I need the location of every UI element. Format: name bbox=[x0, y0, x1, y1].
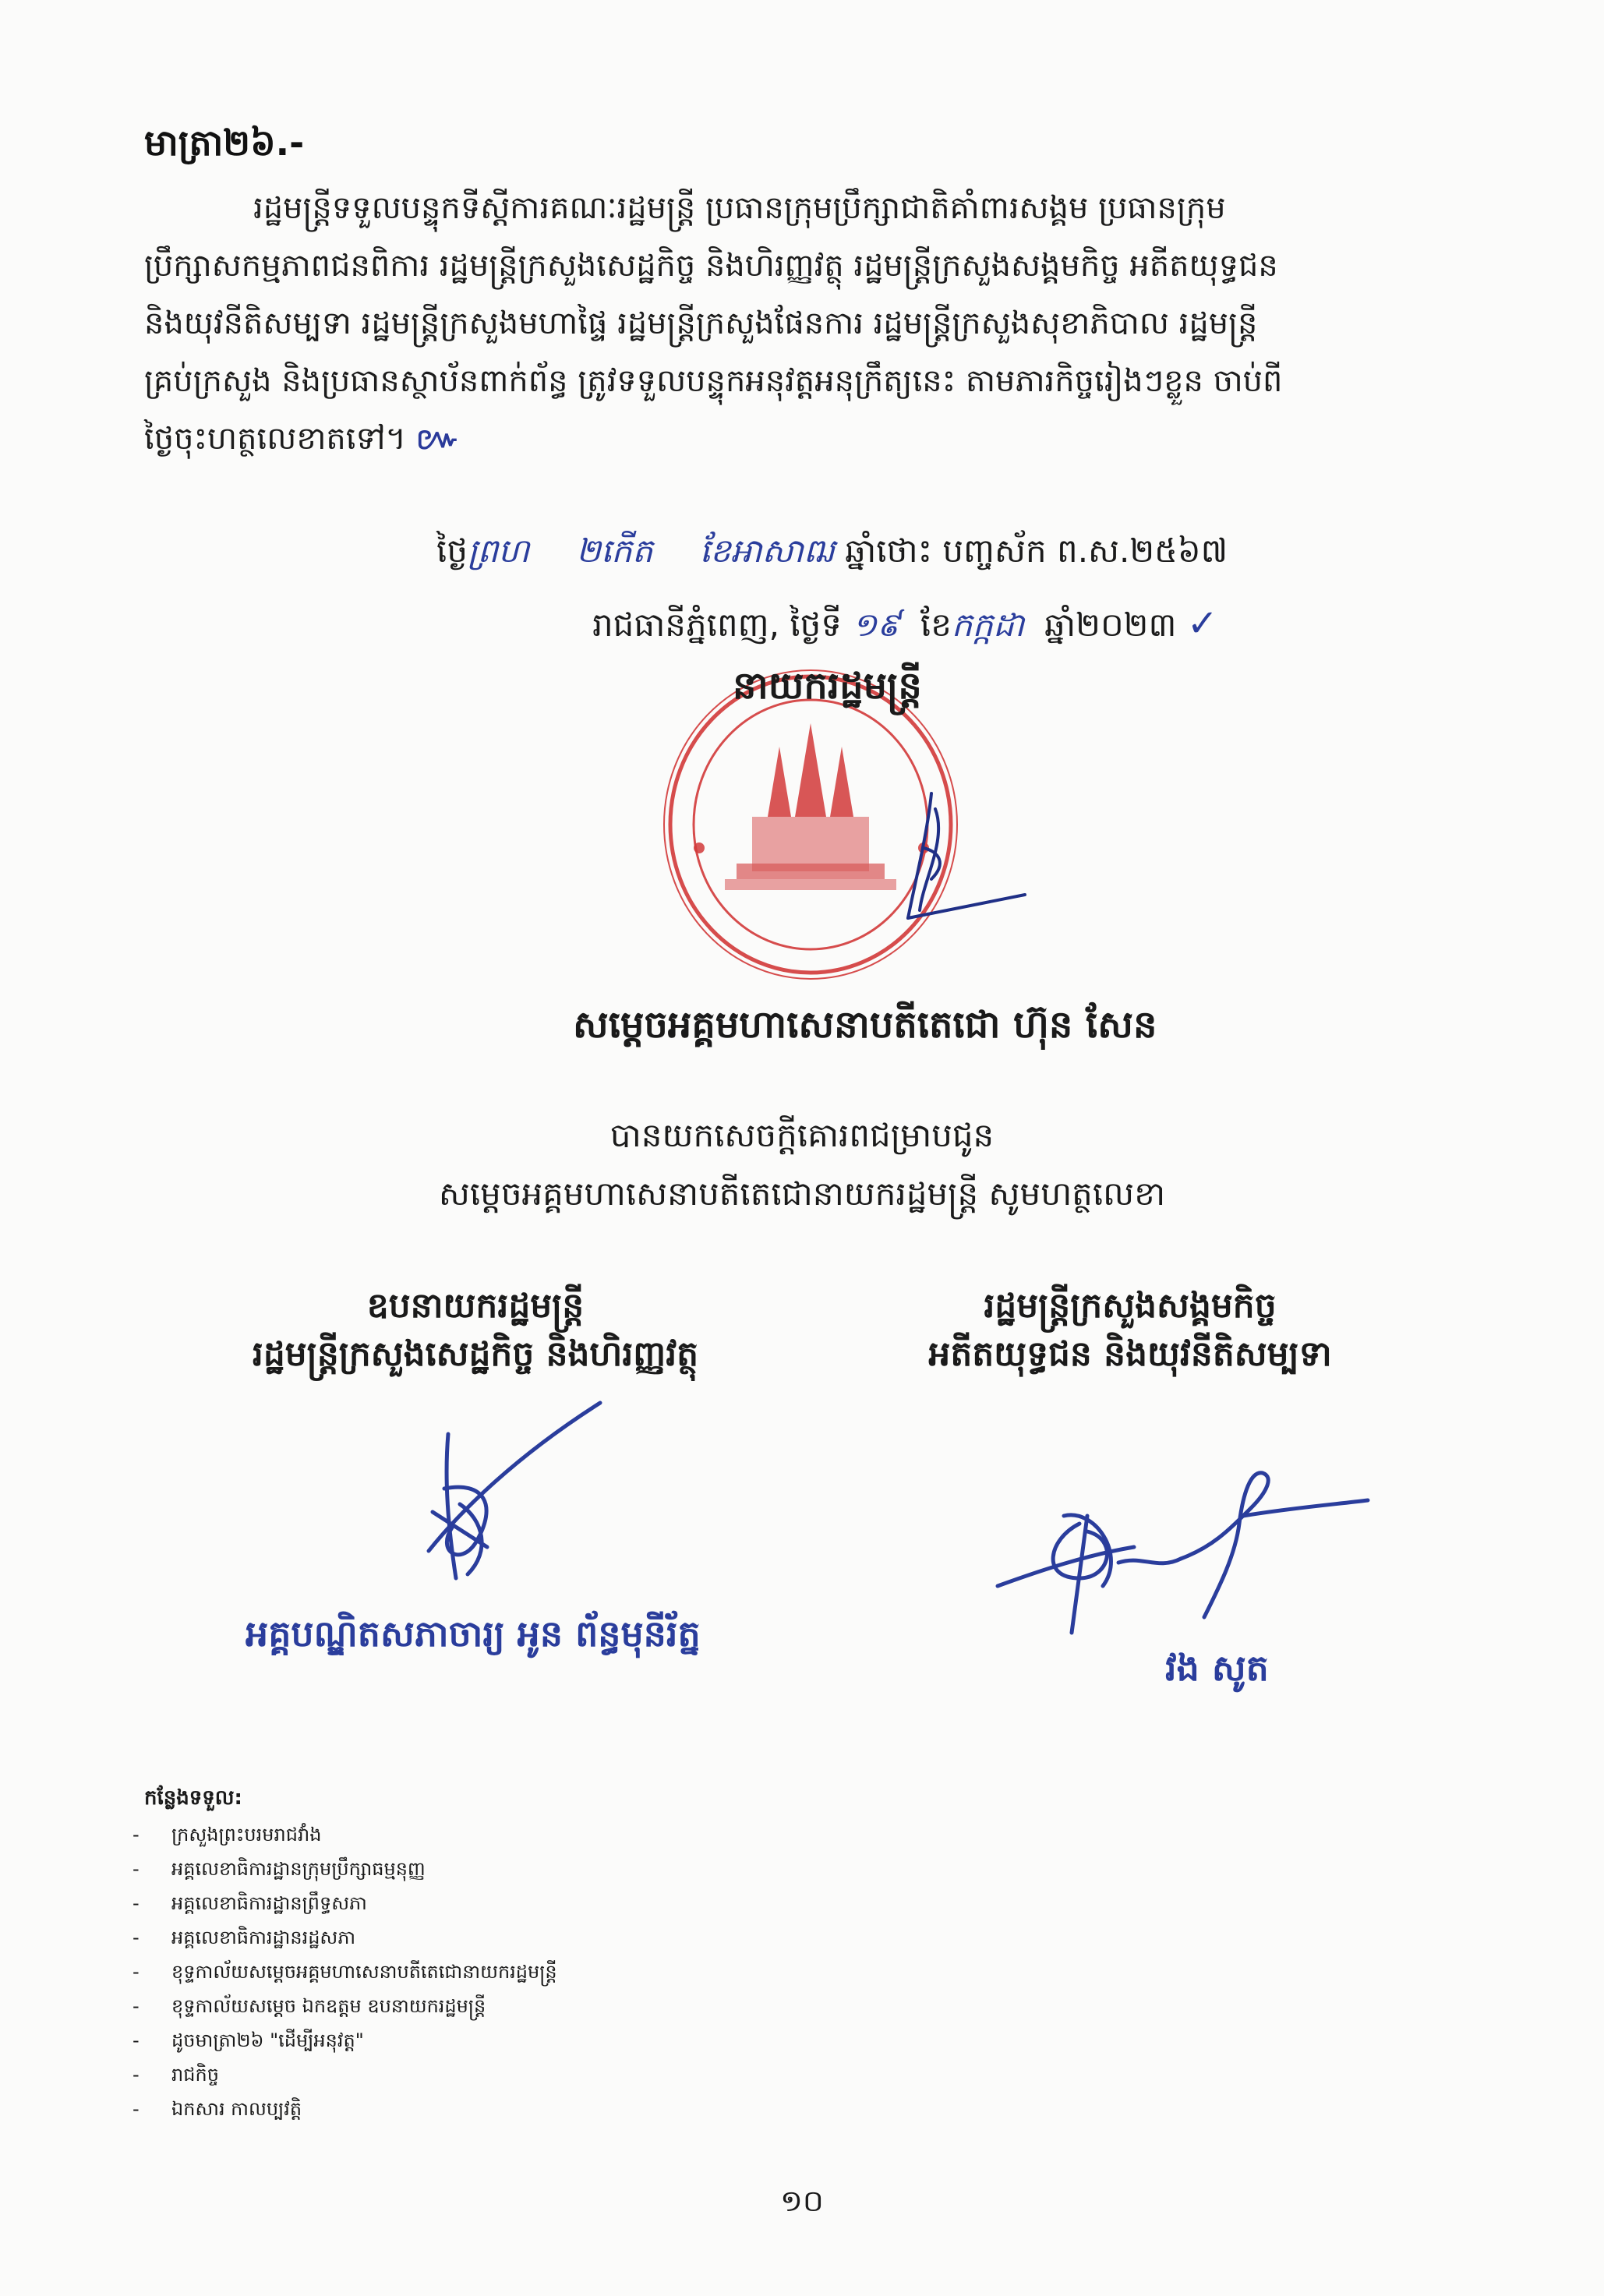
lunar-year: ឆ្នាំថោះ បញ្ចស័ក ព.ស.២៥៦៧ bbox=[845, 532, 1228, 570]
article-paragraph bbox=[144, 179, 1383, 468]
list-item bbox=[132, 2092, 557, 2126]
lunar-date-handwritten: ២កើត bbox=[576, 532, 653, 570]
list-dash: - bbox=[132, 2029, 140, 2051]
list-item-text: រាជកិច្ច bbox=[171, 2064, 219, 2086]
list-item bbox=[132, 2023, 557, 2058]
list-item-text: ខុទ្ទកាល័យសម្តេច ឯកឧត្តម ឧបនាយករដ្ឋមន្ត្រី bbox=[171, 1995, 486, 2017]
paragraph-line: រដ្ឋមន្ត្រីទទួលបន្ទុកទីស្តីការគណៈរដ្ឋមន្ត្រី ប្រធានក្រុមប្រឹក្សាជាតិគាំពារសង្គម ប្រធានក្រុម bbox=[253, 190, 1226, 226]
list-dash: - bbox=[132, 1858, 140, 1880]
left-title-1: ឧបនាយករដ្ឋមន្ត្រី bbox=[366, 1286, 585, 1326]
paragraph-line-last bbox=[144, 410, 1383, 468]
left-signatory-title bbox=[156, 1282, 795, 1379]
distribution-list bbox=[132, 1817, 557, 2126]
lunar-date bbox=[436, 530, 1228, 578]
article-heading: មាត្រា២៦.- bbox=[144, 122, 305, 164]
list-item bbox=[132, 1817, 557, 1852]
lunar-date-prefix: ថ្ងៃ bbox=[436, 532, 468, 570]
list-dash: - bbox=[132, 2098, 140, 2120]
respectfully-line-1: បានយកសេចក្តីគោរពជម្រាបជូន bbox=[609, 1116, 995, 1154]
distribution-title: កន្លែងទទួល: bbox=[144, 1786, 242, 1810]
paragraph-line: ប្រឹក្សាសកម្មភាពជនពិការ រដ្ឋមន្ត្រីក្រសួងសេដ្ឋកិច្ច និងហិរញ្ញវត្ថុ រដ្ឋមន្ត្រីក្រសួងសង្គមកិច្ច អតីតយុទ្ធជន bbox=[144, 248, 1278, 284]
list-dash: - bbox=[132, 1927, 140, 1948]
list-item bbox=[132, 2058, 557, 2092]
list-item-text: ក្រសួងព្រះបរមរាជវាំង bbox=[171, 1824, 322, 1846]
list-item bbox=[132, 1852, 557, 1886]
list-item-text: ខុទ្ទកាល័យសម្តេចអគ្គមហាសេនាបតីតេជោនាយករដ្ឋមន្ត្រី bbox=[171, 1961, 557, 1983]
page-number: ១០ bbox=[780, 2184, 824, 2218]
right-title-1: រដ្ឋមន្ត្រីក្រសួងសង្គមកិច្ច bbox=[984, 1286, 1277, 1326]
month-prefix: ខែ bbox=[920, 606, 952, 644]
list-dash: - bbox=[132, 1824, 140, 1846]
list-item-text: ឯកសារ កាលប្បវត្តិ bbox=[171, 2098, 302, 2120]
list-item bbox=[132, 1955, 557, 1989]
day-handwritten: ១៩ bbox=[852, 606, 900, 644]
list-dash: - bbox=[132, 1961, 140, 1983]
left-title-2: រដ្ឋមន្ត្រីក្រសួងសេដ្ឋកិច្ច និងហិរញ្ញវត្ថុ bbox=[252, 1334, 699, 1374]
list-item bbox=[132, 1886, 557, 1920]
check-mark: ✓ bbox=[1186, 602, 1218, 645]
left-signature-icon bbox=[413, 1395, 624, 1590]
left-signatory-name: អគ្គបណ្ឌិតសភាចារ្យ អូន ព័ន្ធមុនីរ័ត្ន bbox=[246, 1612, 701, 1655]
list-dash: - bbox=[132, 2064, 140, 2086]
right-title-2: អតីតយុទ្ធជន និងយុវនីតិសម្បទា bbox=[928, 1334, 1332, 1374]
list-dash: - bbox=[132, 1892, 140, 1914]
place-date bbox=[592, 602, 1218, 652]
list-item-text: ដូចមាត្រា២៦ "ដើម្បីអនុវត្ត" bbox=[171, 2029, 364, 2051]
lunar-month-handwritten: ខែអាសាឍ bbox=[699, 532, 835, 570]
list-item bbox=[132, 1920, 557, 1955]
right-signature-icon bbox=[994, 1461, 1376, 1648]
pm-title: នាយករដ្ឋមន្ត្រី bbox=[733, 664, 922, 708]
paragraph-line-text: ថ្ងៃចុះហត្ថលេខាតទៅ។ bbox=[144, 421, 406, 457]
list-item bbox=[132, 1989, 557, 2023]
list-item-text: អគ្គលេខាធិការដ្ឋានរដ្ឋសភា bbox=[171, 1927, 356, 1948]
list-item-text: អគ្គលេខាធិការដ្ឋានក្រុមប្រឹក្សាធម្មនុញ្ញ bbox=[171, 1858, 426, 1880]
right-signatory-title bbox=[811, 1282, 1450, 1379]
list-dash: - bbox=[132, 1995, 140, 2017]
year-text: ឆ្នាំ២០២៣ bbox=[1044, 606, 1177, 644]
paragraph-line: គ្រប់ក្រសួង និងប្រធានស្ថាប័នពាក់ព័ន្ធ ត្រូវទទួលបន្ទុកអនុវត្តអនុក្រឹត្យនេះ តាមភារកិច្ចរៀងៗខ្លួន ចាប់ពី bbox=[144, 363, 1283, 399]
lunar-day-handwritten: ព្រហ bbox=[468, 532, 530, 570]
right-signatory-name: វង សូត bbox=[1165, 1647, 1269, 1689]
pm-name: សម្តេចអគ្គមហាសេនាបតីតេជោ ហ៊ុន សែន bbox=[573, 1003, 1157, 1047]
place-date-prefix: រាជធានីភ្នំពេញ, ថ្ងៃទី bbox=[592, 606, 842, 644]
paragraph-line: និងយុវនីតិសម្បទា រដ្ឋមន្ត្រីក្រសួងមហាផ្ទៃ រដ្ឋមន្ត្រីក្រសួងផែនការ រដ្ឋមន្ត្រីក្រសួងសុខាភិបាល រដ្ឋមន្ត្រី bbox=[144, 306, 1258, 341]
respectfully-line-2: សម្តេចអគ្គមហាសេនាបតីតេជោនាយករដ្ឋមន្ត្រី សូមហត្ថលេខា bbox=[438, 1174, 1166, 1213]
list-item-text: អគ្គលេខាធិការដ្ឋានព្រឹទ្ធសភា bbox=[171, 1892, 367, 1914]
month-handwritten: កក្កដា bbox=[951, 606, 1025, 644]
end-mark: ៚ bbox=[415, 421, 461, 457]
